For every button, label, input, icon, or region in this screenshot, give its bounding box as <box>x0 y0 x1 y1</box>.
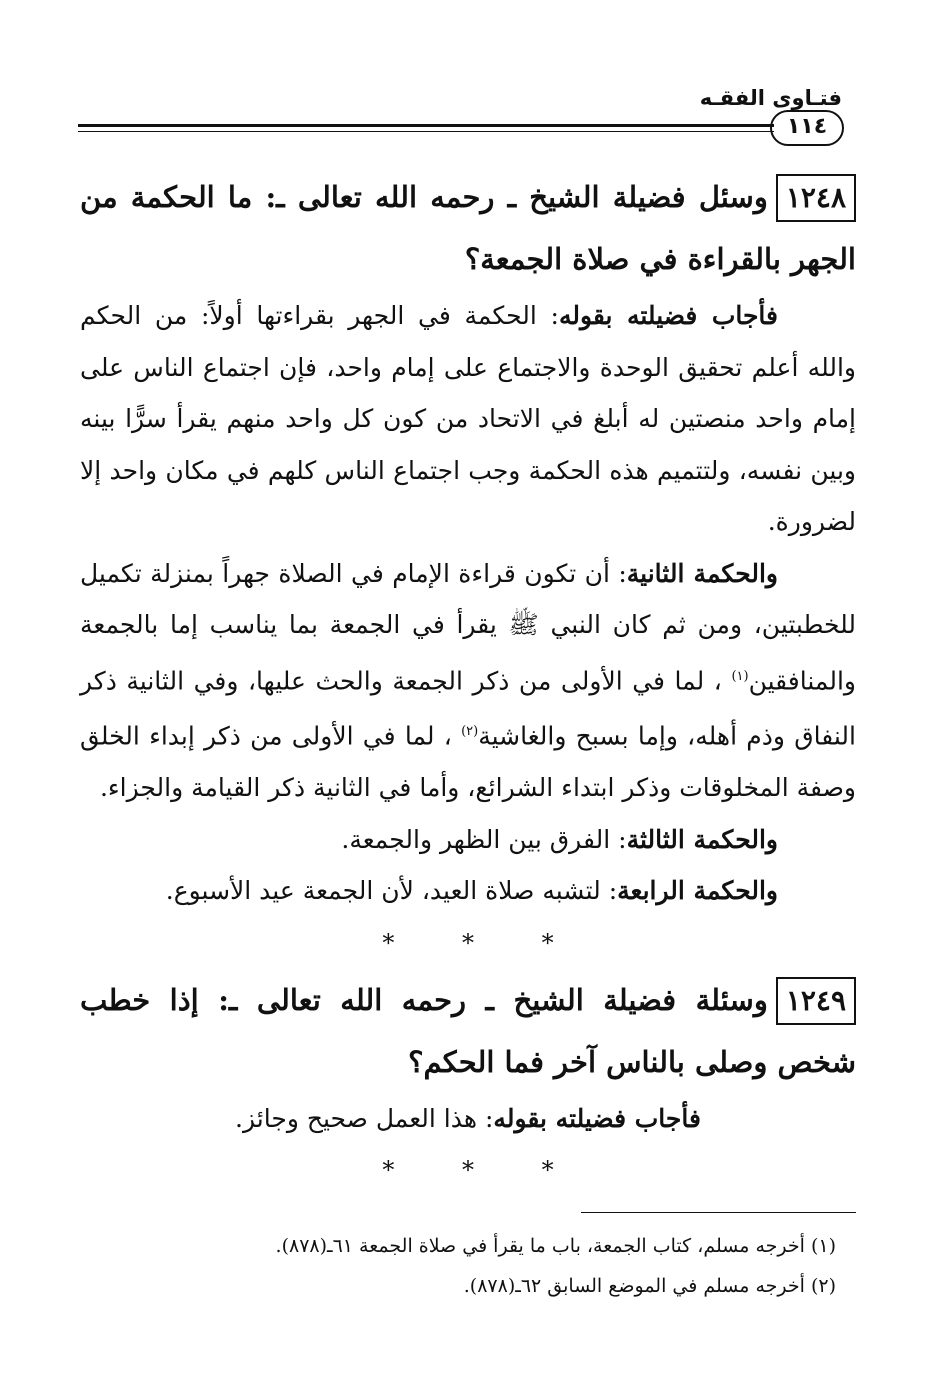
second-wisdom-paragraph <box>80 548 856 814</box>
footnote-marker-2: (٢) <box>461 724 479 740</box>
third-wisdom-text: : الفرق بين الظهر والجمعة. <box>341 824 627 854</box>
answer-lead: فأجاب فضيلته بقوله <box>558 301 778 330</box>
fourth-wisdom-text: : لتشبه صلاة العيد، لأن الجمعة عيد الأسبوع. <box>165 876 618 906</box>
footnote-rule <box>581 1212 856 1213</box>
second-wisdom-lead: والحكمة الثانية <box>626 558 778 588</box>
section-separator: * * * <box>382 928 584 957</box>
answer-paragraph-2 <box>80 1093 856 1145</box>
footnote-1: (١) أخرجه مسلم، كتاب الجمعة، باب ما يقرأ في صلاة الجمعة ٦١ـ(٨٧٨). <box>275 1235 836 1257</box>
answer-paragraph-1 <box>80 290 856 548</box>
section-separator: * * * <box>382 1156 584 1185</box>
question-text: وسئل فضيلة الشيخ ـ رحمه الله تعالى ـ: ما الحكمة من الجهر بالقراءة في صلاة الجمعة؟ <box>80 180 856 276</box>
question-1249 <box>80 969 856 1093</box>
footnotes <box>76 1226 836 1306</box>
question-number-box: ١٢٤٨ <box>776 174 856 222</box>
running-title: فتـاوى الفقـه <box>699 86 842 110</box>
fourth-wisdom-lead: والحكمة الرابعة <box>617 876 778 906</box>
question-1248 <box>80 166 856 290</box>
second-wisdom-text-c: ، لما في الأولى من ذكر إبداء الخلق وصفة المخلوقات وذكر ابتداء الشرائع، وأما في الثانية ذكر القيامة والجزاء. <box>80 721 856 803</box>
answer-text: : الحكمة في الجهر بقراءتها أولاً: من الحكم والله أعلم تحقيق الوحدة والاجتماع على إمام واحد، فإن اجتماع الناس على إمام واحد منصتين له أبلغ في الاتحاد من كون كل واحد منهم يقرأ سرًّا بينه وبين نفسه، ولتتميم هذه الحكمة وجب اجتماع الناس كلهم في مكان واحد إلا لضرورة. <box>80 301 856 536</box>
second-wisdom-text-a: : أن تكون قراءة الإمام في الصلاة جهراً بمنزلة تكميل للخطبتين، ومن ثم كان النبي ﷺ يقرأ في الجمعة بما يناسب إما بالجمعة والمنافقين <box>80 558 856 695</box>
second-wisdom-text-b: ، لما في الأولى من ذكر الجمعة والحث عليها، وفي الثانية ذكر النفاق وذم أهله، وإما بسبح والغاشية <box>80 665 856 751</box>
question-text: وسئلة فضيلة الشيخ ـ رحمه الله تعالى ـ: إذا خطب شخص وصلى بالناس آخر فما الحكم؟ <box>80 982 856 1079</box>
main-content <box>80 166 856 1196</box>
third-wisdom-paragraph <box>80 814 856 866</box>
fourth-wisdom-paragraph <box>80 865 856 917</box>
footnote-2: (٢) أخرجه مسلم في الموضع السابق ٦٢ـ(٨٧٨). <box>463 1275 836 1297</box>
page-number: ١١٤ <box>770 110 844 146</box>
header-rule <box>78 124 774 132</box>
third-wisdom-lead: والحكمة الثالثة <box>626 824 778 854</box>
footnote-marker-1: (١) <box>731 668 749 684</box>
answer-lead: فأجاب فضيلته بقوله <box>493 1103 701 1133</box>
answer-text: : هذا العمل صحيح وجائز. <box>235 1103 494 1133</box>
question-number-box: ١٢٤٩ <box>776 977 856 1025</box>
